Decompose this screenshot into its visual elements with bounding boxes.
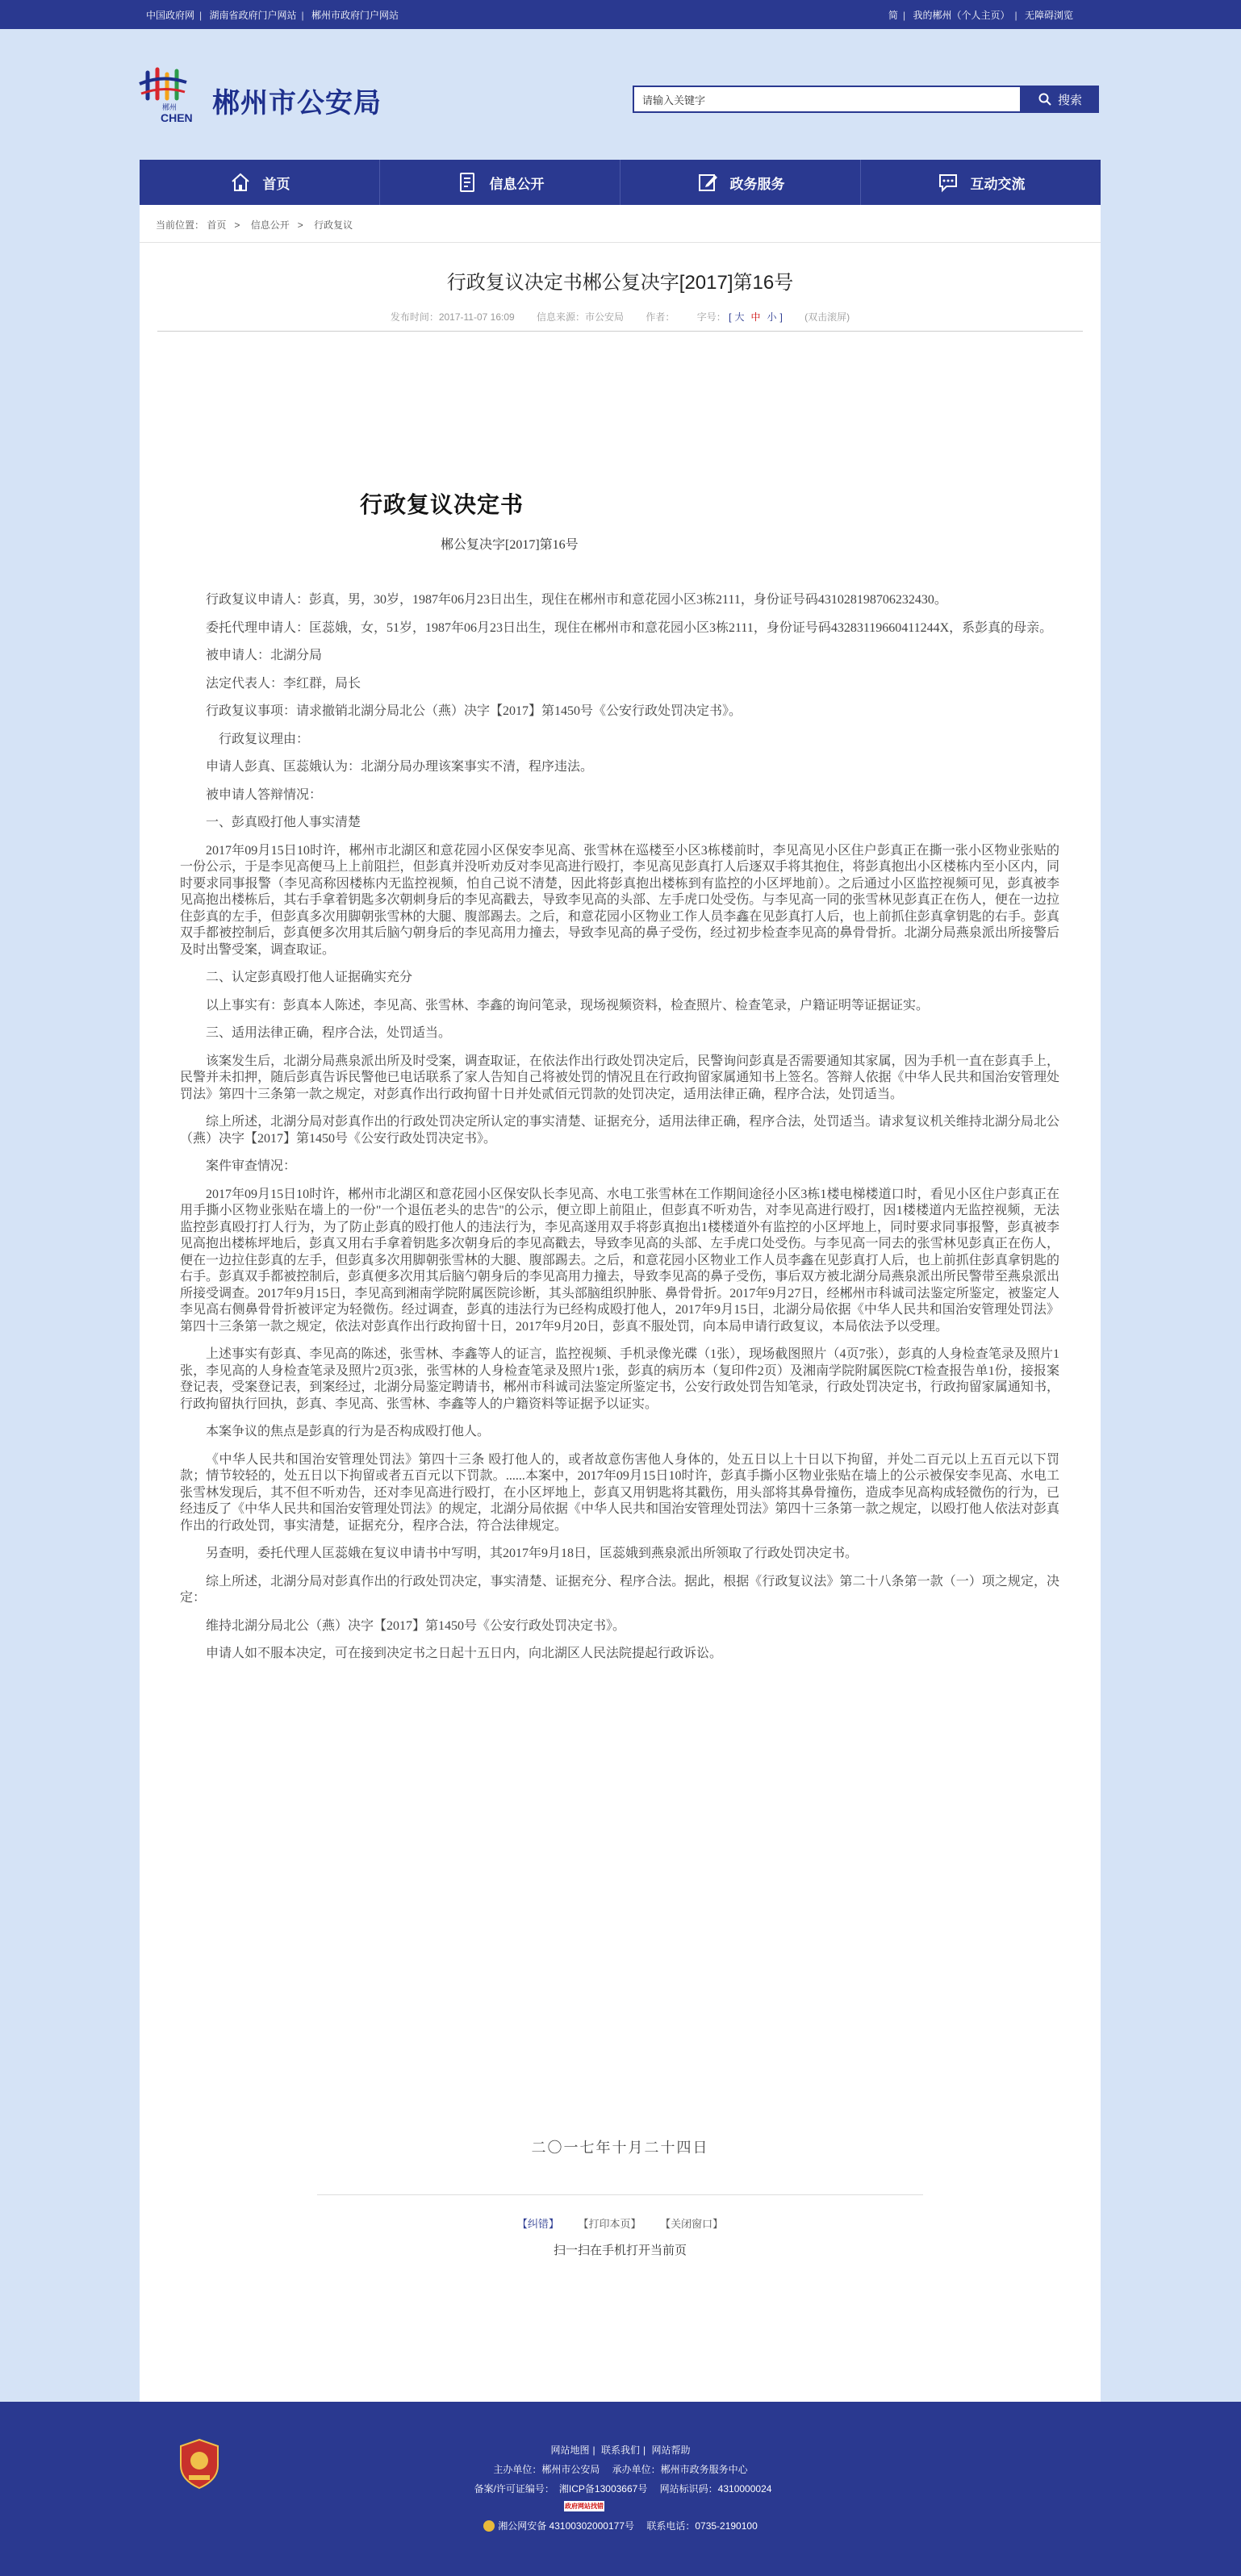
font-size-small[interactable]: 小 <box>767 311 777 323</box>
top-bar-left-links: 中国政府网 | 湖南省政府门户网站 | 郴州市政府门户网站 <box>146 10 399 21</box>
report-error-button[interactable]: 【纠错】 <box>516 2218 559 2230</box>
footer-icp-label: 备案/许可证编号： <box>474 2483 554 2495</box>
breadcrumb-prefix: 当前位置： <box>156 219 205 231</box>
top-bar-right-links: 简 | 我的郴州（个人主页） | 无障碍浏览 <box>888 10 1073 21</box>
doc-paragraph: 申请人彭真、匡蕊娥认为：北湖分局办理该案事实不清，程序违法。 <box>206 760 594 774</box>
nav-home-label: 首页 <box>262 176 290 192</box>
doc-paragraph: 案件审查情况： <box>206 1159 297 1173</box>
footer-police-link[interactable]: 湘公网安备 43100302000177号 <box>498 2520 634 2532</box>
footer-site-id: 网站标识码：4310000024 <box>659 2483 772 2495</box>
nav-home[interactable] <box>140 160 380 205</box>
link-accessibility[interactable]: 无障碍浏览 <box>1024 10 1073 21</box>
footer-record <box>0 2482 1241 2495</box>
search-button-label: 搜索 <box>1057 93 1082 107</box>
footer-host: 主办单位：郴州市公安局 <box>493 2464 600 2475</box>
footer-police-record <box>0 2519 1241 2532</box>
police-badge-icon <box>483 2520 495 2532</box>
nav-service-label: 政务服务 <box>729 176 785 192</box>
link-chenzhou-gov[interactable]: 郴州市政府门户网站 <box>311 10 399 21</box>
article-meta: 发布时间：2017-11-07 16:09 信息来源：市公安局 作者： 字号： [ 大 中 小 ] (双击滚屏) <box>390 311 850 323</box>
nav-interaction[interactable] <box>861 160 1101 205</box>
link-hunan-gov[interactable]: 湖南省政府门户网站 <box>209 10 297 21</box>
doc-paragraph: 以上事实有：彭真本人陈述，李见高、张雪林、李鑫的询问笔录，现场视频资料，检查照片、检查笔录，户籍证明等证据证实。 <box>206 998 930 1012</box>
article-title: 行政复议决定书郴公复决字[2017]第16号 <box>446 272 794 294</box>
info-source: 信息来源：市公安局 <box>537 311 625 323</box>
print-button[interactable]: 【打印本页】 <box>578 2218 641 2230</box>
doc-number: 郴公复决字[2017]第16号 <box>441 538 579 552</box>
publish-time: 发布时间：2017-11-07 16:09 <box>390 311 515 323</box>
main-content <box>140 205 1101 2402</box>
chat-icon <box>937 171 959 194</box>
doc-paragraph: 综上所述，北湖分局对彭真作出的行政处罚决定，事实清楚、证据充分、程序合法。据此，根据《行政复议法》第二十八条第一款（一）项之规定，决定： <box>180 1574 1059 1605</box>
doc-paragraph: 该案发生后，北湖分局燕泉派出所及时受案，调查取证，在依法作出行政处罚决定后，民警询问彭真是否需要通知其家属，因为手机一直在彭真手上，民警并未扣押，随后彭真告诉民警他已电话联系了家人告知自己将被处罚的情况且在行政拘留家属通知书上签名。答辩人依据《中华人民共和国治安管理处罚法》第四十三条第一款之规定，对彭真作出行政拘留十日并处贰佰元罚款的处罚决定，适用法律正确，程序合法，处罚适当。 <box>180 1054 1059 1101</box>
top-bar <box>0 0 1241 29</box>
doc-paragraph: 委托代理申请人：匡蕊娥，女，51岁，1987年06月23日出生，现住在郴州市和意花园小区3栋2111，身份证号码43283119660411244X，系彭真的母亲。 <box>206 620 1053 635</box>
doc-paragraph: 2017年09月15日10时许，郴州市北湖区和意花园小区保安队长李见高、水电工张雪林在工作期间途径小区3栋1楼电梯楼道口时，看见小区住户彭真正在用手撕小区物业张贴在墙上的一份"一个退伍老头的忠告"的公示，便立即上前阻止，但彭真不听劝告，对李见高进行殴打，因1楼楼道内无监控视频，无法监控彭真殴打打人行为，为了防止彭真的殴打他人的违法行为，李见高遂用双手将彭真抱出1楼楼道外有监控的小区坪地上，同时要求同事报警，彭真被李见高抱出楼栋坪地后，彭真又用右手拿着钥匙多次朝身后的李见高戳去，导致李见高的头部、左手虎口处受伤。与李见高一同去的张雪林见彭真正在伤人，便在一边拉住彭真的左手，但彭真多次用脚朝张雪林的大腿、腹部踢去。之后，和意花园小区物业工作人员李鑫在见彭真打人后，也上前抓住彭真拿钥匙的右手。彭真双手都被控制后，彭真便多次用其后脑勺朝身后的李见高用力撞去，导致李见高的鼻子受伤，事后双方被北湖分局燕泉派出所民警带至燕泉派出所接受调查。2017年9月15日，李见高到湘南学院附属医院诊断，其头部脑组织肿胀、鼻骨骨折。2017年9月27日，经郴州市科诚司法鉴定所鉴定，被鉴定人李见高右侧鼻骨骨折被评定为轻微伤。经过调查，彭真的违法行为已经构成殴打他人，2017年9月15日，北湖分局依据《中华人民共和国治安管理处罚法》第四十三条第一款之规定，依法对彭真作出行政拘留十日，2017年9月20日，彭真不服处罚，向本局申请行政复议，本局依法予以受理。 <box>180 1187 1059 1334</box>
site-title: 郴州市公安局 <box>212 88 382 119</box>
doc-date: 二〇一七年十月二十四日 <box>531 2140 709 2156</box>
breadcrumb-review[interactable]: 行政复议 <box>314 219 353 231</box>
font-size-large[interactable]: 大 <box>734 311 745 323</box>
author: 作者： <box>646 311 675 323</box>
site-logo[interactable] <box>133 66 391 131</box>
doc-paragraph: 被申请人：北湖分局 <box>206 649 323 662</box>
search-bar <box>633 86 1099 113</box>
scan-tip: 扫一扫在手机打开当前页 <box>553 2244 687 2257</box>
breadcrumb-info[interactable]: 信息公开 <box>250 219 290 231</box>
doc-paragraph: 《中华人民共和国治安管理处罚法》第四十三条 殴打他人的，或者故意伤害他人身体的，处五日以上十日以下拘留，并处二百元以上五百元以下罚款；情节较轻的，处五日以下拘留或者五百元以下罚款。......本案中，2017年09月15日10时许，彭真手撕小区物业张贴在墙上的公示被保安李见高、水电工张雪林发现后，其不但不听劝告，还对李见高进行殴打，在小区坪地上，彭真又用钥匙将其戳伤，用头部将其鼻骨撞伤，造成李见高构成轻微伤的行为，已经违反了《中华人民共和国治安管理处罚法》的规定，北湖分局依据《中华人民共和国治安管理处罚法》第四十三条第一款之规定，以殴打他人依法对彭真作出的行政处罚，事实清楚，证据充分，程序合法，符合法律规定。 <box>180 1452 1059 1533</box>
breadcrumb-divider <box>140 242 1101 243</box>
doc-paragraph: 上述事实有彭真、李见高的陈述，张雪林、李鑫等人的证言，监控视频、手机录像光碟（1张），现场截图照片（4页7张），彭真的人身检查笔录及照片1张，李见高的人身检查笔录及照片2页3张，张雪林的人身检查笔录及照片1张，彭真的病历本（复印件2页）及湘南学院附属医院CT检查报告单1份，接报案登记表，受案登记表，到案经过，北湖分局鉴定聘请书，郴州市科诚司法鉴定所鉴定书，公安行政处罚告知笔录，行政处罚决定书，行政拘留家属通知书，行政拘留执行回执，彭真、李见高、张雪林、李鑫等人的户籍资料等证据予以证实。 <box>180 1347 1059 1411</box>
footer-link-contact[interactable]: 联系我们 <box>600 2444 640 2456</box>
link-gov-cn[interactable]: 中国政府网 <box>146 10 195 21</box>
doc-paragraph: 三、适用法律正确，程序合法，处罚适当。 <box>206 1026 452 1040</box>
link-my-chenzhou[interactable]: 我的郴州（个人主页） <box>913 10 1010 21</box>
nav-info-label: 信息公开 <box>489 176 545 192</box>
meta-divider <box>157 331 1083 332</box>
logo-city-text: 郴州 <box>162 103 178 111</box>
page-tools <box>140 2215 1101 2231</box>
doc-paragraph: 另查明，委托代理人匡蕊娥在复议申请书中写明，其2017年9月18日，匡蕊娥到燕泉派出所领取了行政处罚决定书。 <box>206 1547 859 1560</box>
doc-title: 行政复议决定书 <box>360 493 524 518</box>
footer-organizers <box>0 2462 1241 2476</box>
home-icon <box>229 171 252 194</box>
edit-icon <box>696 171 719 194</box>
breadcrumb: 当前位置： 首页 > 信息公开 > 行政复议 <box>156 219 353 231</box>
doc-paragraph: 行政复议理由： <box>219 732 310 746</box>
double-click-scroll[interactable]: (双击滚屏) <box>804 311 850 323</box>
search-input[interactable] <box>633 86 1022 113</box>
nav-interaction-label: 互动交流 <box>970 176 1026 192</box>
document-icon <box>456 171 478 194</box>
footer <box>0 2402 1241 2576</box>
doc-paragraph: 被申请人答辩情况： <box>206 787 323 802</box>
nav-info-disclosure[interactable] <box>380 160 620 205</box>
doc-paragraph: 一、彭真殴打他人事实清楚 <box>206 816 361 829</box>
doc-paragraph: 法定代表人：李红群，局长 <box>206 676 361 691</box>
font-size-medium[interactable]: 中 <box>750 311 761 323</box>
logo-en-text: CHEN <box>161 111 193 124</box>
close-window-button[interactable]: 【关闭窗口】 <box>660 2218 724 2230</box>
footer-organizer: 承办单位：郴州市政务服务中心 <box>612 2464 748 2475</box>
search-icon <box>1038 93 1051 106</box>
nav-gov-service[interactable] <box>620 160 861 205</box>
footer-icp-link[interactable]: 湘ICP备13003667号 <box>558 2483 648 2495</box>
search-button[interactable] <box>1022 86 1099 113</box>
font-size-label: 字号： <box>696 311 726 323</box>
doc-body <box>180 592 1059 1674</box>
doc-paragraph: 行政复议申请人：彭真，男，30岁，1987年06月23日出生，现住在郴州市和意花园小区3栋2111，身份证号码431028198706232430。 <box>206 593 947 607</box>
doc-paragraph: 行政复议事项：请求撤销北湖分局北公（燕）决字【2017】第1450号《公安行政处罚决定书》。 <box>206 704 742 718</box>
doc-paragraph: 申请人如不服本决定，可在接到决定书之日起十五日内，向北湖区人民法院提起行政诉讼。 <box>206 1647 723 1660</box>
main-nav <box>140 160 1101 205</box>
footer-link-help[interactable]: 网站帮助 <box>651 2444 691 2456</box>
doc-paragraph: 维持北湖分局北公（燕）决字【2017】第1450号《公安行政处罚决定书》。 <box>206 1618 626 1633</box>
doc-paragraph: 综上所述，北湖分局对彭真作出的行政处罚决定所认定的事实清楚、证据充分，适用法律正确，程序合法，处罚适当。请求复议机关维持北湖分局北公（燕）决字【2017】第1450号《公安行政处罚决定书》。 <box>180 1115 1059 1146</box>
tools-divider <box>317 2194 923 2195</box>
breadcrumb-home[interactable]: 首页 <box>207 219 227 231</box>
footer-phone: 联系电话：0735-2190100 <box>646 2520 758 2532</box>
link-simplified[interactable]: 简 <box>888 10 899 21</box>
doc-paragraph: 2017年09月15日10时许，郴州市北湖区和意花园小区保安李见高、张雪林在巡楼至小区3栋楼前时，李见高见小区住户彭真正在撕一张小区物业张贴的一份公示，于是李见高便马上上前阻拦，但彭真并没听劝反对李见高进行殴打，李见高见彭真打人后逐双手将其抱住，将彭真抱出小区楼栋内至小区内，同时要求同事报警（李见高称因楼栋内无监控视频，怕自己说不清楚，因此将彭真抱出楼栋到有监控的小区坪地前）。之后通过小区监控视频可见，彭真被李见高抱出楼栋后，其右手拿着钥匙多次朝刺身后的李见高戳去，导致李见高的头部、左手虎口处受伤。与李见高一同的张雪林见彭真正在伤人，便在一边拉住彭真的左手，但彭真多次用脚朝张雪林的大腿、腹部踢去。之后，和意花园小区物业工作人员李鑫在见彭真打人后，也上前抓住彭真拿钥匙的右手。彭真双手都被控制后，彭真便多次用其后脑勺朝身后的李见高用力撞去，导致李见高的鼻子受伤，经过初步检查李见高的鼻骨骨折。北湖分局燕泉派出所接警后及时出警受案，调查取证。 <box>180 843 1059 957</box>
footer-link-sitemap[interactable]: 网站地图 <box>550 2444 590 2456</box>
gov-error-badge[interactable]: 政府网站找错 <box>565 2503 604 2510</box>
doc-paragraph: 本案争议的焦点是彭真的行为是否构成殴打他人。 <box>206 1425 491 1438</box>
footer-links: 网站地图 | 联系我们 | 网站帮助 <box>550 2444 691 2456</box>
doc-paragraph: 二、认定彭真殴打他人证据确实充分 <box>206 971 413 984</box>
